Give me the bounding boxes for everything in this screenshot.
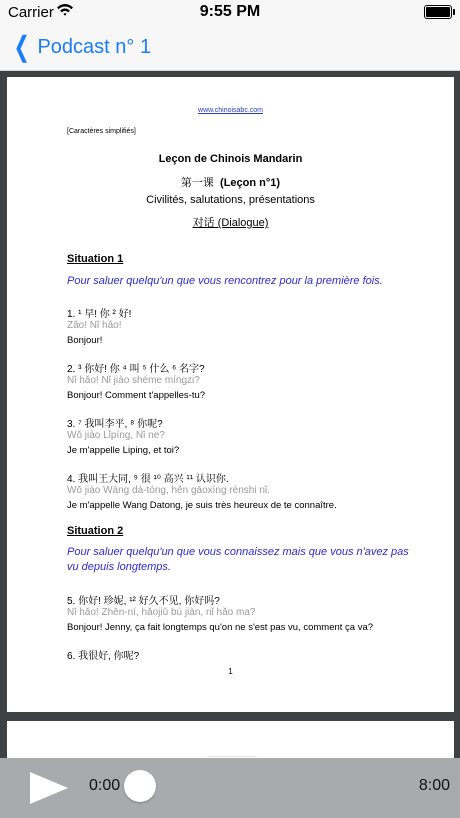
situation-intent: Pour saluer quelqu'un que vous connaissez mais que vous n'avez pas vu depuis longtemps.	[67, 546, 409, 573]
status-time: 9:55 PM	[199, 3, 261, 20]
dialogue-line-chinese: 6. 我很好, 你呢?	[67, 651, 140, 662]
dialogue-line-pinyin: Wǒ jiào Wáng dà-tóng, hěn gāoxìng rènshi nǐ.	[67, 485, 270, 496]
lesson-subtitle: Civilités, salutations, présentations	[146, 194, 315, 206]
play-icon[interactable]	[30, 772, 68, 804]
page-number: 1	[228, 667, 233, 676]
lesson-heading	[7, 174, 454, 190]
dialogue-line-french: Bonjour! Comment t'appelles-tu?	[67, 390, 206, 401]
next-document-page	[7, 721, 454, 758]
dialogue-line-pinyin: Zǎo! Nǐ hǎo!	[67, 320, 122, 331]
dialogue-line-pinyin: Wǒ jiào Lǐpíng, Nǐ ne?	[67, 430, 165, 441]
dialogue-line-french: Je m'appelle Wang Datong, je suis très heureux de te connaître.	[67, 500, 337, 511]
lesson-chinese: 第一课	[180, 177, 214, 189]
situation-heading: Situation 1	[67, 253, 124, 265]
carrier-label: Carrier	[8, 4, 54, 21]
dialogue-heading: 对话 (Dialogue)	[192, 217, 269, 229]
simplified-note: [Caractères simplifiés]	[67, 128, 136, 135]
dialogue-line-pinyin: Nǐ hǎo! Nǐ jiào shéme míngzi?	[67, 375, 200, 386]
dialogue-line-french: Bonjour! Jenny, ça fait longtemps qu'on ne s'est pas vu, comment ça va?	[67, 622, 374, 633]
faint-header-rule	[207, 756, 257, 757]
status-bar	[0, 0, 460, 24]
audio-player	[0, 758, 460, 818]
situation-intent: Pour saluer quelqu'un que vous rencontrez pour la première fois.	[67, 275, 383, 287]
document-page	[7, 77, 454, 712]
dialogue-line-chinese: 2. ³ 你好! 你 ⁴ 叫 ⁵ 什么 ⁶ 名字?	[67, 364, 205, 375]
chevron-left-icon: ❮	[13, 31, 30, 62]
dialogue-line-french: Je m'appelle Liping, et toi?	[67, 445, 180, 456]
navigation-bar	[0, 24, 460, 71]
dialogue-line-french: Bonjour!	[67, 335, 103, 346]
back-button-label: Podcast n° 1	[37, 35, 152, 58]
current-time: 0:00	[89, 777, 121, 794]
dialogue-line-chinese: 3. ⁷ 我叫李平, ⁸ 你呢?	[67, 419, 163, 430]
document-viewer[interactable]	[0, 71, 460, 758]
back-button[interactable]	[10, 32, 151, 62]
dialogue-line-chinese: 5. 你好! 珍妮, ¹² 好久不见, 你好吗?	[67, 596, 220, 607]
total-time: 8:00	[418, 777, 450, 794]
battery-icon	[424, 5, 452, 19]
situation-heading: Situation 2	[67, 525, 124, 537]
page-title: Leçon de Chinois Mandarin	[158, 153, 303, 165]
dialogue-line-chinese: 1. ¹ 早! 你 ² 好!	[67, 309, 132, 320]
dialogue-line-pinyin: Nǐ hǎo! Zhēn-ní, hǎojiǔ bú jiàn, nǐ hǎo ma?	[67, 607, 256, 618]
playback-scrubber[interactable]	[124, 770, 156, 802]
website-link[interactable]: www.chinoisabc.com	[198, 107, 263, 114]
lesson-number: (Leçon n°1)	[220, 177, 281, 189]
dialogue-line-chinese: 4. 我叫王大同, ⁹ 很 ¹⁰ 高兴 ¹¹ 认识你.	[67, 474, 229, 485]
